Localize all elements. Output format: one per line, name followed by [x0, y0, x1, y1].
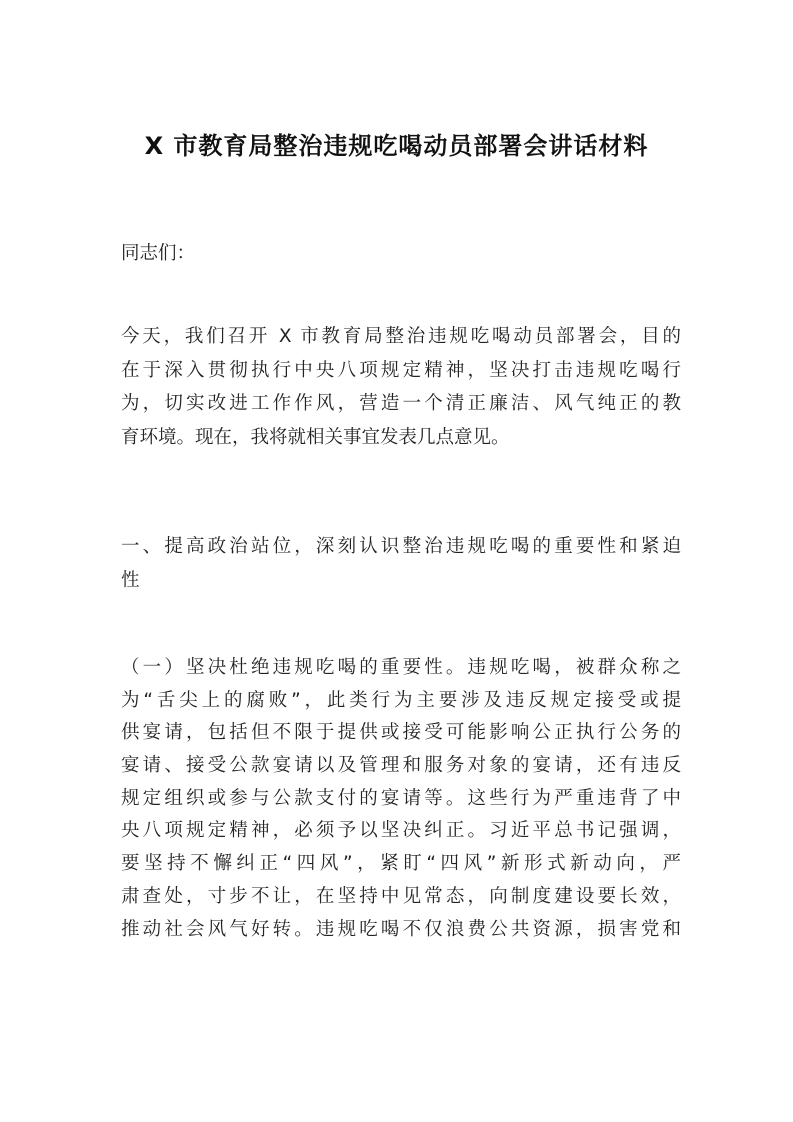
paragraph-line: 今天，我们召开 X 市教育局整治违规吃喝动员部署会，目的 [121, 326, 681, 347]
paragraph-line: 为“舌尖上的腐败”，此类行为主要涉及违反规定接受或提 [121, 689, 681, 711]
paragraph-line: 育环境。现在，我将就相关事宜发表几点意见。 [121, 426, 510, 448]
heading-line: 一、提高政治站位，深刻认识整治违规吃喝的重要性和紧迫 [121, 536, 681, 557]
intro-paragraph [121, 320, 681, 454]
subsection-1-paragraph [121, 652, 681, 946]
document-title: X 市教育局整治违规吃喝动员部署会讲话材料 [144, 132, 649, 160]
paragraph-line: 推动社会风气好转。违规吃喝不仅浪费公共资源，损害党和 [121, 918, 681, 940]
section-heading-1 [121, 530, 681, 598]
paragraph-line: 供宴请，包括但不限于提供或接受可能影响公正执行公务的 [121, 722, 681, 744]
salutation-line: 同志们： [121, 243, 196, 264]
paragraph-line: 在于深入贯彻执行中央八项规定精神，坚决打击违规吃喝行 [121, 359, 681, 381]
paragraph-line: 央八项规定精神，必须予以坚决纠正。习近平总书记强调， [121, 820, 681, 842]
paragraph-line: （一）坚决杜绝违规吃喝的重要性。违规吃喝，被群众称之 [121, 657, 681, 678]
paragraph-line: 为，切实改进工作作风，营造一个清正廉洁、风气纯正的教 [121, 393, 681, 414]
paragraph-line: 肃查处，寸步不让，在坚持中见常态，向制度建设要长效， [121, 885, 681, 907]
paragraph-line: 规定组织或参与公款支付的宴请等。这些行为严重违背了中 [121, 787, 681, 809]
salutation [121, 238, 681, 271]
paragraph-line: 宴请、接受公款宴请以及管理和服务对象的宴请，还有违反 [121, 755, 681, 777]
paragraph-line: 要坚持不懈纠正“四风”，紧盯“四风”新形式新动向，严 [121, 853, 681, 875]
heading-line: 性 [121, 570, 140, 591]
